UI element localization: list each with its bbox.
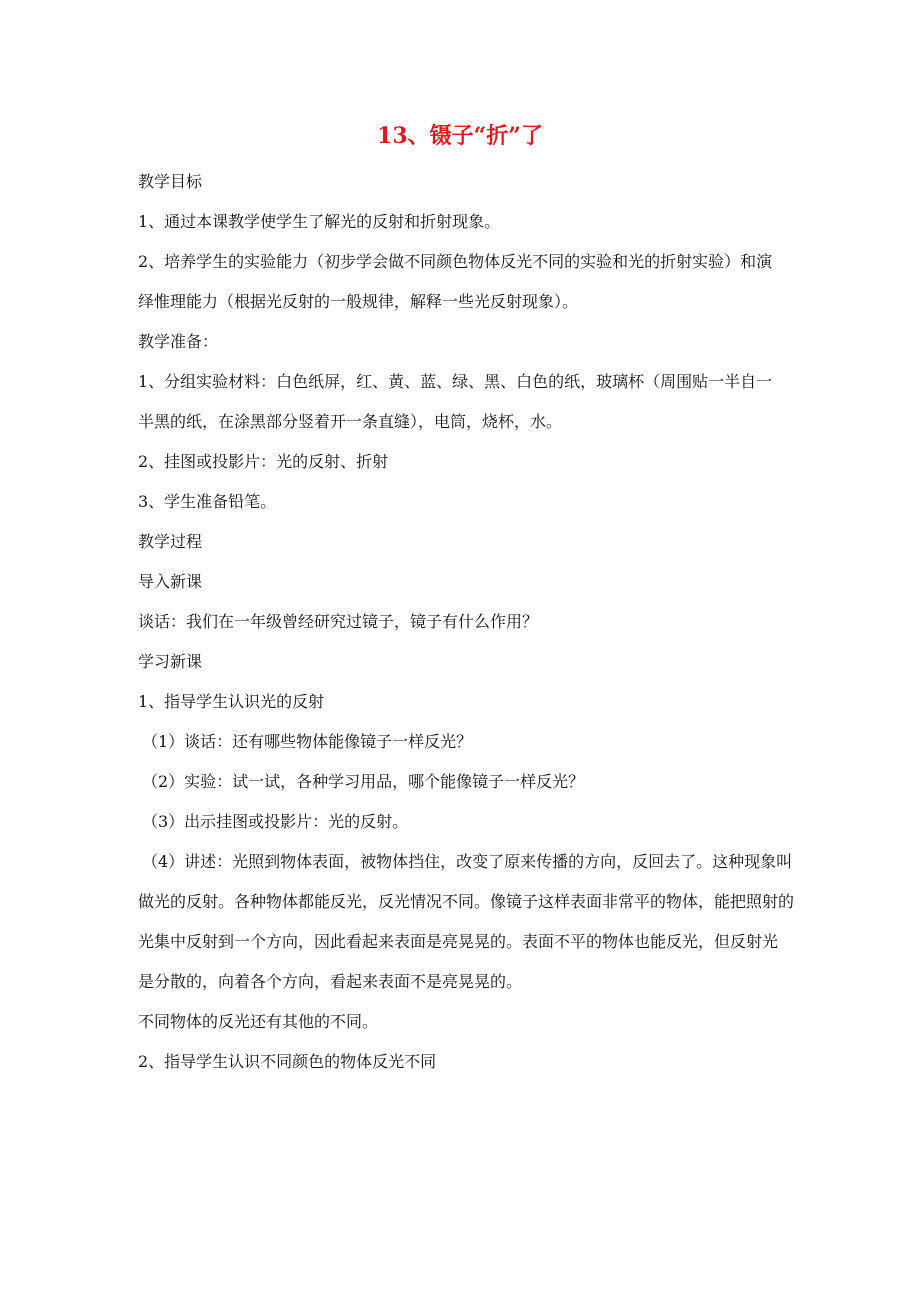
- section-heading-objectives: 教学目标: [138, 172, 203, 191]
- section-heading-preparation: 教学准备：: [138, 332, 219, 351]
- paragraph-line: 2、挂图或投影片：光的反射、折射: [138, 452, 389, 471]
- paragraph-line: 2、培养学生的实验能力（初步学会做不同颜色物体反光不同的实验和光的折射实验）和演: [138, 252, 773, 271]
- paragraph-line: 谈话：我们在一年级曾经研究过镜子，镜子有什么作用？: [138, 612, 539, 631]
- paragraph-line: 绎惟理能力（根据光反射的一般规律，解释一些光反射现象）。: [138, 292, 579, 311]
- document-title: 13、镊子“折”了: [377, 123, 543, 149]
- paragraph-line: （3）出示挂图或投影片：光的反射。: [142, 812, 409, 831]
- paragraph-line: 1、指导学生认识光的反射: [138, 692, 325, 711]
- paragraph-line: 半黑的纸，在涂黑部分竖着开一条直缝），电筒，烧杯，水。: [138, 412, 563, 431]
- paragraph-line: 是分散的，向着各个方向，看起来表面不是亮晃晃的。: [138, 972, 523, 991]
- section-heading-intro: 导入新课: [138, 572, 203, 591]
- paragraph-line: 1、通过本课教学使学生了解光的反射和折射现象。: [138, 212, 501, 231]
- paragraph-line: （4）讲述：光照到物体表面，被物体挡住，改变了原来传播的方向，反回去了。这种现象叫: [142, 852, 793, 871]
- paragraph-line: （2）实验：试一试，各种学习用品，哪个能像镜子一样反光？: [142, 772, 585, 791]
- paragraph-line: 做光的反射。各种物体都能反光，反光情况不同。像镜子这样表面非常平的物体，能把照射的: [138, 892, 795, 911]
- paragraph-line: 不同物体的反光还有其他的不同。: [138, 1012, 379, 1031]
- section-heading-process: 教学过程: [138, 532, 203, 551]
- paragraph-line: 2、指导学生认识不同颜色的物体反光不同: [138, 1052, 437, 1071]
- section-heading-new-lesson: 学习新课: [138, 652, 203, 671]
- paragraph-line: 光集中反射到一个方向，因此看起来表面是亮晃晃的。表面不平的物体也能反光，但反射光: [138, 932, 779, 951]
- paragraph-line: 3、学生准备铅笔。: [138, 492, 277, 511]
- paragraph-line: 1、分组实验材料：白色纸屏，红、黄、蓝、绿、黑、白色的纸，玻璃杯（周围贴一半自一: [138, 372, 773, 391]
- paragraph-line: （1）谈话：还有哪些物体能像镜子一样反光？: [142, 732, 473, 751]
